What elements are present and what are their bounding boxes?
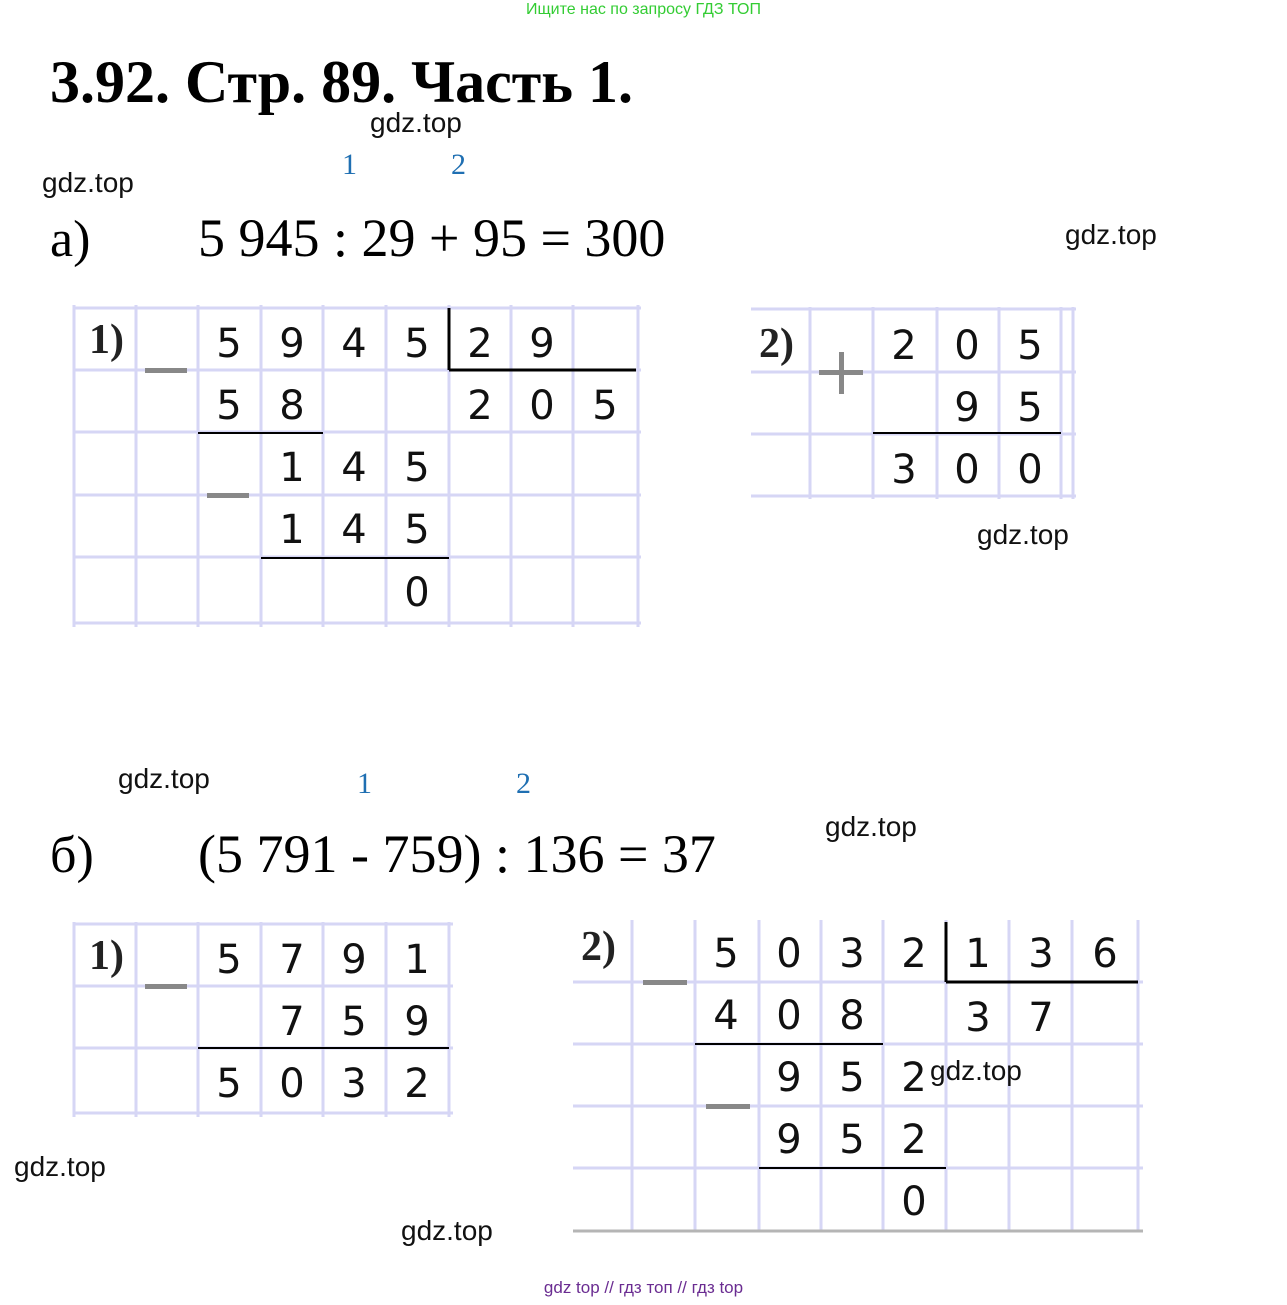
step-number-2: 2 (516, 767, 531, 800)
part-b-expression: (5 791 - 759) : 136 = 37 (198, 824, 716, 884)
digit: 9 (776, 1055, 802, 1101)
digit: 5 (404, 321, 430, 367)
digit: 5 (404, 507, 430, 553)
digit: 0 (954, 447, 980, 493)
digit: 0 (404, 570, 430, 616)
watermark: gdz.top (370, 107, 462, 138)
digit: 3 (891, 447, 917, 493)
digit: 1 (279, 507, 305, 553)
digit: 0 (1017, 447, 1043, 493)
watermark: gdz.top (14, 1151, 106, 1182)
digit: 9 (341, 937, 367, 983)
digit: 4 (341, 507, 367, 553)
digit: 7 (279, 999, 305, 1045)
digit: 5 (713, 931, 739, 977)
digit: 2 (901, 931, 927, 977)
digit: 5 (216, 1061, 242, 1107)
digit: 5 (341, 999, 367, 1045)
digit: 5 (216, 937, 242, 983)
step-number-1: 1 (357, 767, 372, 800)
digit: 5 (404, 445, 430, 491)
part-b-label: б) (50, 827, 94, 884)
watermark: gdz.top (1065, 219, 1157, 250)
digit: 1 (404, 937, 430, 983)
digit: 9 (279, 321, 305, 367)
digit: 0 (279, 1061, 305, 1107)
digit: 7 (1028, 995, 1054, 1041)
part-b-division-grid (573, 920, 1153, 1240)
digit: 8 (839, 993, 865, 1039)
page-title: 3.92. Стр. 89. Часть 1. (50, 49, 633, 115)
watermark: gdz.top (825, 811, 917, 842)
digit: 9 (776, 1117, 802, 1163)
minus-sign (207, 493, 249, 498)
digit: 9 (404, 999, 430, 1045)
digit: 9 (529, 321, 555, 367)
digit: 2 (891, 323, 917, 369)
digit: 1 (965, 931, 991, 977)
part-a-label: а) (50, 211, 91, 268)
search-hint: Ищите нас по запросу ГДЗ ТОП (526, 1, 761, 18)
digit: 4 (713, 993, 739, 1039)
step-label: 1) (89, 317, 124, 363)
digit: 7 (279, 937, 305, 983)
digit: 0 (776, 931, 802, 977)
digit: 5 (592, 383, 618, 429)
step-number-2: 2 (451, 148, 466, 181)
minus-sign (643, 980, 687, 985)
part-a-addition-grid (751, 307, 1081, 502)
digit: 2 (901, 1055, 927, 1101)
watermark: gdz.top (977, 519, 1069, 550)
digit: 2 (404, 1061, 430, 1107)
digit: 8 (279, 383, 305, 429)
step-number-1: 1 (342, 148, 357, 181)
digit: 4 (341, 321, 367, 367)
digit: 5 (839, 1117, 865, 1163)
digit: 5 (216, 321, 242, 367)
digit: 6 (1092, 931, 1118, 977)
digit: 1 (279, 445, 305, 491)
digit: 4 (341, 445, 367, 491)
digit: 3 (839, 931, 865, 977)
digit: 5 (1017, 323, 1043, 369)
digit: 0 (776, 993, 802, 1039)
digit: 0 (901, 1179, 927, 1225)
watermark: gdz.top (118, 763, 210, 794)
digit: 2 (467, 383, 493, 429)
watermark: gdz.top (401, 1215, 493, 1246)
part-a-division-grid (73, 305, 643, 630)
digit: 0 (954, 323, 980, 369)
minus-sign (145, 984, 187, 989)
part-a-expression: 5 945 : 29 + 95 = 300 (198, 208, 666, 268)
plus-sign (819, 352, 863, 394)
digit: 9 (954, 385, 980, 431)
digit: 3 (1028, 931, 1054, 977)
part-b-subtraction-grid (73, 922, 458, 1122)
minus-sign (706, 1104, 750, 1109)
minus-sign (145, 368, 187, 373)
digit: 2 (467, 321, 493, 367)
footer-links[interactable]: gdz top // гдз топ // гдз top (543, 1278, 744, 1297)
digit: 5 (216, 383, 242, 429)
watermark: gdz.top (930, 1055, 1022, 1086)
step-label: 1) (89, 933, 124, 979)
digit: 2 (901, 1117, 927, 1163)
watermark: gdz.top (42, 167, 134, 198)
digit: 0 (529, 383, 555, 429)
step-label: 2) (581, 924, 616, 970)
digit: 3 (341, 1061, 367, 1107)
digit: 3 (965, 995, 991, 1041)
step-label: 2) (759, 321, 794, 367)
grid-lines (73, 922, 453, 1117)
digit: 5 (1017, 385, 1043, 431)
digit: 5 (839, 1055, 865, 1101)
